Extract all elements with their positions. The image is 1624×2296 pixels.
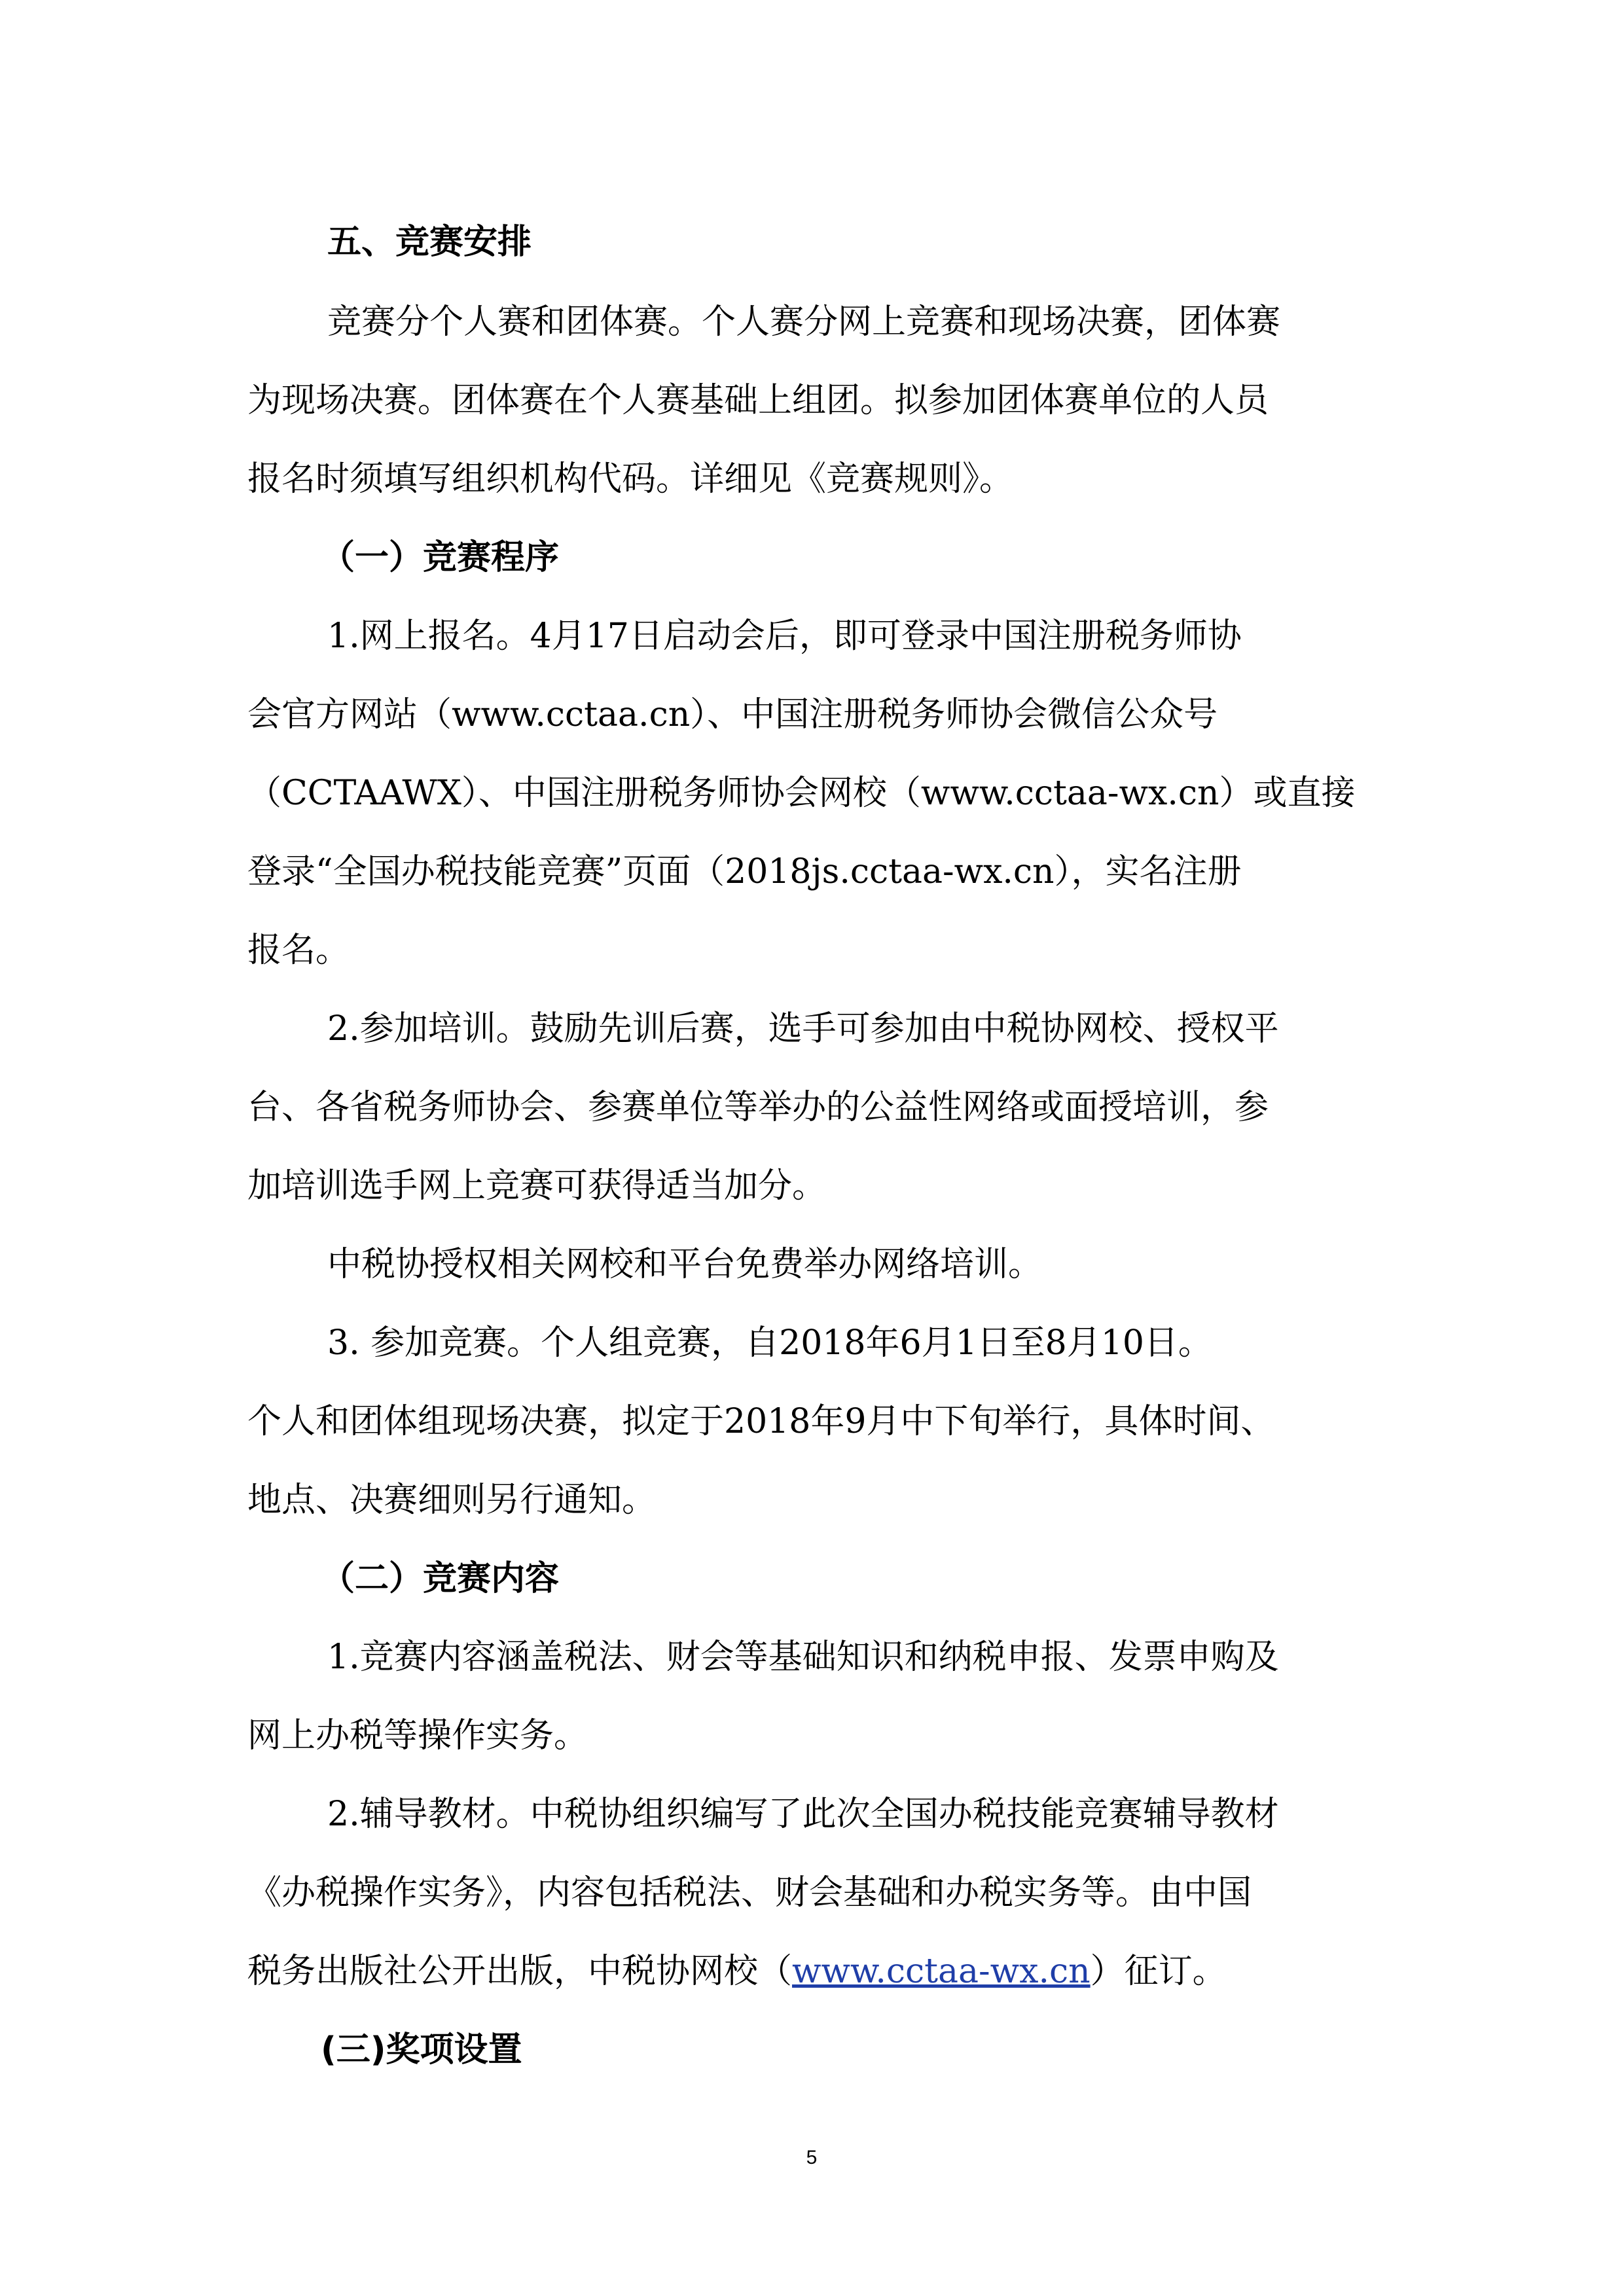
procedure-item-1-line-5: 报名。 [247,931,350,970]
procedure-item-1-line-1: 1.网上报名。4月17日启动会后，即可登录中国注册税务师协 [327,617,1242,656]
content-item-1-line-2: 网上办税等操作实务。 [247,1716,588,1755]
procedure-item-3-line-2: 个人和团体组现场决赛，拟定于2018年9月中下旬举行，具体时间、 [247,1402,1275,1441]
training-note: 中税协授权相关网校和平台免费举办网络培训。 [327,1245,1043,1284]
procedure-item-1-line-3: （CCTAAWX）、中国注册税务师协会网校（www.cctaa-wx.cn）或直接 [247,774,1356,813]
section-heading-5: 五、竞赛安排 [327,223,532,262]
intro-line-1: 竞赛分个人赛和团体赛。个人赛分网上竞赛和现场决赛，团体赛 [327,302,1281,342]
procedure-item-2-line-2: 台、各省税务师协会、参赛单位等举办的公益性网络或面授培训，参 [247,1088,1269,1127]
page-number: 5 [806,2147,818,2168]
intro-line-3: 报名时须填写组织机构代码。详细见《竞赛规则》。 [247,459,1014,499]
subsection-heading-3: (三)奖项设置 [321,2030,522,2070]
subsection-heading-1: （一）竞赛程序 [321,538,560,577]
content-item-2-line-1: 2.辅导教材。中税协组织编写了此次全国办税技能竞赛辅导教材 [327,1795,1279,1834]
procedure-item-1-line-2: 会官方网站（www.cctaa.cn）、中国注册税务师协会微信公众号 [247,695,1218,734]
procedure-item-1-line-4: 登录“全国办税技能竞赛”页面（2018js.cctaa-wx.cn），实名注册 [247,852,1242,891]
content-item-1-line-1: 1.竞赛内容涵盖税法、财会等基础知识和纳税申报、发票申购及 [327,1638,1279,1677]
procedure-item-3-line-3: 地点、决赛细则另行通知。 [247,1480,657,1520]
procedure-item-2-line-1: 2.参加培训。鼓励先训后赛，选手可参加由中税协网校、授权平 [327,1009,1279,1049]
subsection-heading-2: （二）竞赛内容 [321,1559,560,1598]
content-item-2-line-3-suffix: ）征订。 [1090,1952,1227,1991]
intro-line-2: 为现场决赛。团体赛在个人赛基础上组团。拟参加团体赛单位的人员 [247,381,1269,420]
procedure-item-2-line-3: 加培训选手网上竞赛可获得适当加分。 [247,1166,827,1206]
content-item-2-line-3 [247,1952,1227,1991]
procedure-item-3-line-1: 3. 参加竞赛。个人组竞赛，自2018年6月1日至8月10日。 [327,1323,1212,1363]
wangxiao-link[interactable]: www.cctaa-wx.cn [792,1952,1091,1991]
content-item-2-line-3-prefix: 税务出版社公开出版，中税协网校（ [247,1952,793,1991]
content-item-2-line-2: 《办税操作实务》，内容包括税法、财会基础和办税实务等。由中国 [247,1873,1252,1912]
